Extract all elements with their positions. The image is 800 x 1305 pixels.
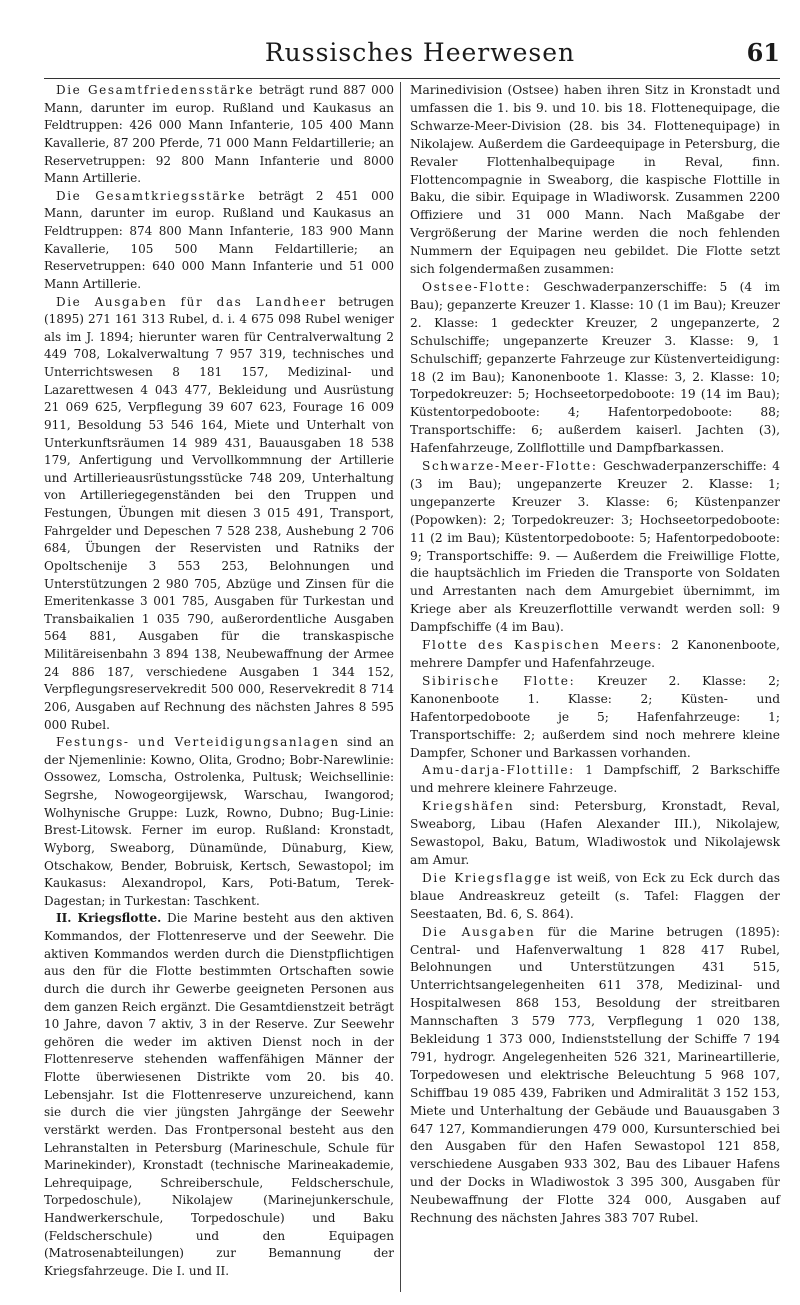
page-number: 61	[746, 38, 780, 67]
paragraph-text: ist weiß, von Eck zu Eck durch das blaue Andreaskreuz geteilt (s. Tafel: Flaggen der Seestaaten, Bd. 6, S. 864).	[410, 870, 780, 921]
paragraph-peace-strength	[44, 82, 394, 188]
paragraph-war-harbors	[410, 798, 780, 870]
lead-term: Ostsee-Flotte:	[422, 279, 532, 294]
paragraph-war-flag	[410, 870, 780, 924]
left-column	[44, 82, 394, 1281]
paragraph-war-fleet	[44, 910, 394, 1280]
column-divider	[400, 82, 401, 1292]
paragraph-black-sea-fleet	[410, 458, 780, 637]
header-rule	[44, 78, 780, 79]
lead-term: Flotte des Kaspischen Meers:	[422, 638, 663, 653]
paragraph-text: beträgt 2 451 000 Mann, darunter im europ. Rußland und Kaukasus an Feldtruppen: 874 800 Mann Infanterie, 183 900 Mann Kavallerie, 105 500 Mann Feldartillerie; an Reservetruppen: 640 000 Mann Infanterie und 51 000 Mann Artillerie.	[44, 188, 395, 291]
paragraph-siberian-fleet	[410, 673, 780, 763]
running-title: Russisches Heerwesen	[264, 38, 576, 67]
page-header	[60, 32, 780, 72]
paragraph-text: 1 Dampfschiff, 2 Barkschiffe und mehrere kleinere Fahrzeuge.	[410, 763, 780, 796]
lead-term: Die Kriegsflagge	[422, 870, 552, 885]
lead-term: Kriegshäfen	[422, 799, 515, 814]
lead-term: Schwarze-Meer-Flotte:	[422, 459, 598, 474]
paragraph-navy-expenses	[410, 924, 780, 1228]
paragraph-text: 2 Kanonenboote, mehrere Dampfer und Hafenfahrzeuge.	[410, 638, 780, 670]
paragraph-text: Die Marine besteht aus den aktiven Kommandos, der Flottenreserve und der Seewehr. Die aktiven Kommandos werden durch die Dienstpflichtigen aus den für die Flotte bestimmten Ortschaften sowie durch die durch ihr Gewerbe geeigneten Personen aus dem ganzen Reich ergänzt. Die Gesamtdienstzeit beträgt 10 Jahre, davon 7 aktiv, 3 in der Reserve. Zur Seewehr gehören die weder im aktiven Dienst noch in der Flottenreserve stehenden waffenfähigen Männer der Flotte überwiesenen Distrikte vom 20. bis 40. Lebensjahr. Ist die Flottenreserve unzureichend, kann sie durch die vier jüngsten Jahrgänge der Seewehr verstärkt werden. Das Frontpersonal besteht aus den Lehranstalten in Petersburg (Marineschule, Schule für Marinekinder), Kronstadt (technische Marineakademie, Lehrequipage, Schreiberschule, Feldscherschule, Torpedoschule), Nikolajew (Marinejunkerschule, Handwerkerschule, Torpedoschule) und Baku (Feldscherschule) und den Equipagen (Matrosenabteilungen) zur Bemannung der Kriegsfahrzeuge. Die I. und II.	[44, 911, 394, 1278]
section-heading: II. Kriegsflotte.	[56, 911, 162, 926]
paragraph-army-expenses	[44, 294, 394, 735]
paragraph-baltic-fleet	[410, 279, 780, 458]
paragraph-text: Marinedivision (Ostsee) haben ihren Sitz in Kronstadt und umfassen die 1. bis 9. und 10. bis 18. Flottenequipage, die Schwarze-Meer-Division (28. bis 34. Flottenequipage) in Nikolajew. Außerdem die Gardeequipage in Petersburg, die Revaler Flottenhalbequipage in Reval, finn. Flottencompagnie in Sweaborg, die kaspische Flottille in Baku, die sibir. Equipage in Wladiworsk. Zusammen 2200 Offiziere und 31 000 Mann. Nach Maßgabe der Vergrößerung der Marine werden die noch fehlenden Nummern der Equipagen neu gebildet. Die Flotte setzt sich folgendermaßen zusammen:	[410, 83, 780, 277]
paragraph-text: Geschwaderpanzerschiffe: 5 (4 im Bau); gepanzerte Kreuzer 1. Klasse: 10 (1 im Bau); Kreuzer 2. Klasse: 1 gedeckter Kreuzer, 2 ungepanzerte, 2 Schulschiffe; ungepanzerte Kreuzer 3. Klasse: 9, 1 Schulschiff; gepanzerte Fahrzeuge zur Küstenverteidigung: 18 (2 im Bau); Kanonenboote 1. Klasse: 3, 2. Klasse: 10; Torpedokreuzer: 5; Hochseetorpedoboote: 19 (14 im Bau); Küstentorpedoboote: 4; Hafentorpedoboote: 88; Transportschiffe: 6; außerdem kaiserl. Jachten (3), Hafenfahrzeuge, Zollflottille und Dampfbarkassen.	[410, 279, 780, 456]
paragraph-fortresses	[44, 734, 394, 910]
paragraph-marine-division	[410, 82, 780, 279]
paragraph-text: betrugen (1895) 271 161 313 Rubel, d. i. 4 675 098 Rubel weniger als im J. 1894; hierunter waren für Centralverwaltung 2 449 708, Lokalverwaltung 7 957 319, technisches und Unterrichtswesen 8 181 157, Medizinal- und Lazarettwesen 4 043 477, Bekleidung und Ausrüstung 21 069 625, Verpflegung 39 607 623, Fourage 16 009 911, Besoldung 53 546 164, Miete und Unterhalt von Unterkunftsräumen 14 989 431, Bauausgaben 18 538 179, Anfertigung und Vervollkommnung der Artillerie und Artillerieausrüstungsstücke 748 209, Unterhaltung von Artilleriegegenständen bei den Truppen und Festungen, Übungen mit diesen 3 015 491, Transport, Fahrgelder und Depeschen 7 528 238, Aushebung 2 706 684, Übungen der Reservisten und Ratniks der Opoltschenije 3 553 253, Belohnungen und Unterstützungen 2 980 705, Abzüge und Zinsen für die Emeritenkasse 3 001 785, Ausgaben für Turkestan und Transbaikalien 1 035 790, außerordentliche Ausgaben 564 881, Ausgaben für die transkaspische Militäreisenbahn 3 894 138, Neubewaffnung der Armee 24 886 187, verschiedene Ausgaben 1 344 152, Verpflegungsreservekredit 500 000, Reservekredit 8 714 206, Ausgaben auf Rechnung des nächsten Jahres 8 595 000 Rubel.	[44, 294, 394, 732]
lead-term: Festungs- und Verteidigungsanlagen	[56, 735, 340, 750]
lead-term: Die Gesamtkriegsstärke	[56, 188, 247, 203]
lead-term: Die Ausgaben für das Landheer	[56, 294, 327, 309]
lead-term: Amu-darja-Flottille:	[422, 763, 575, 778]
paragraph-text: beträgt rund 887 000 Mann, darunter im europ. Rußland und Kaukasus an Feldtruppen: 426 000 Mann Infanterie, 105 400 Mann Kavallerie, 87 200 Pferde, 71 000 Mann Feldartillerie; an Reservetruppen: 92 800 Mann Infanterie und 8000 Mann Artillerie.	[44, 83, 394, 186]
paragraph-text: sind: Petersburg, Kronstadt, Reval, Sweaborg, Libau (Hafen Alexander III.), Nikolajew, Sewastopol, Baku, Batum, Wladiwostok und Nikolajewsk am Amur.	[410, 799, 780, 867]
lead-term: Die Ausgaben	[422, 924, 536, 939]
lead-term: Die Gesamtfriedensstärke	[56, 83, 255, 97]
paragraph-text: für die Marine betrugen (1895): Central- und Hafenverwaltung 1 828 417 Rubel, Belohnungen und Unterstützungen 431 515, Unterrichtsangelegenheiten 611 378, Medizinal- und Hospitalwesen 868 153, Besoldung der streitbaren Mannschaften 3 579 773, Verpflegung 1 020 138, Bekleidung 1 373 000, Indienststellung der Schiffe 7 194 791, hydrogr. Angelegenheiten 526 321, Marineartillerie, Torpedowesen und elektrische Beleuchtung 5 968 107, Schiffbau 19 085 439, Fabriken und Admiralität 3 152 153, Miete und Unterhaltung der Gebäude und Bauausgaben 3 647 127, Kommandierungen 479 000, Kursunterschied bei den Ausgaben für den Hafen Sewastopol 121 858, verschiedene Ausgaben 933 302, Bau des Libauer Hafens und der Docks in Wladiwostok 3 395 300, Ausgaben für Neubewaffnung der Flotte 324 000, Ausgaben auf Rechnung des nächsten Jahres 383 707 Rubel.	[410, 924, 780, 1226]
paragraph-caspian-fleet	[410, 637, 780, 673]
paragraph-text: sind an der Njemenlinie: Kowno, Olita, Grodno; Bobr-Narewlinie: Ossowez, Lomscha, Ostrolenka, Pultusk; Weichsellinie: Segrshe, Nowogeorgijewsk, Warschau, Iwangorod; Wolhynische Gruppe: Luzk, Rowno, Dubno; Bug-Linie: Brest-Litowsk. Ferner im europ. Rußland: Kronstadt, Wyborg, Sweaborg, Dünamünde, Dünaburg, Kiew, Otschakow, Bender, Bobruisk, Kertsch, Sewastopol; im Kaukasus: Alexandropol, Kars, Poti-Batum, Terek-Dagestan; in Turkestan: Taschkent.	[44, 735, 394, 908]
paragraph-text: Geschwaderpanzerschiffe: 4 (3 im Bau); ungepanzerte Kreuzer 2. Klasse: 1; ungepanzerte Kreuzer 3. Klasse: 6; Küstenpanzer (Popowken): 2; Torpedokreuzer: 3; Hochseetorpedoboote: 11 (2 im Bau); Küstentorpedoboote: 5; Hafentorpedoboote: 9; Transportschiffe: 9. — Außerdem die Freiwillige Flotte, die hauptsächlich im Frieden die Transporte von Soldaten und Arrestanten nach dem Amurgebiet übernimmt, im Kriege aber als Kreuzerflottille verwandt werden soll: 9 Dampfschiffe (4 im Bau).	[410, 459, 780, 635]
right-column	[410, 82, 780, 1228]
paragraph-war-strength	[44, 188, 394, 294]
paragraph-text: Kreuzer 2. Klasse: 2; Kanonenboote 1. Klasse: 2; Küsten- und Hafentorpedoboote je 5; Hafenfahrzeuge: 1; Transportschiffe: 2; außerdem sind noch mehrere kleine Dampfer, Schoner und Barkassen vorhanden.	[410, 673, 780, 760]
lead-term: Sibirische Flotte:	[422, 673, 576, 688]
paragraph-amu-darya-flotilla	[410, 762, 780, 798]
